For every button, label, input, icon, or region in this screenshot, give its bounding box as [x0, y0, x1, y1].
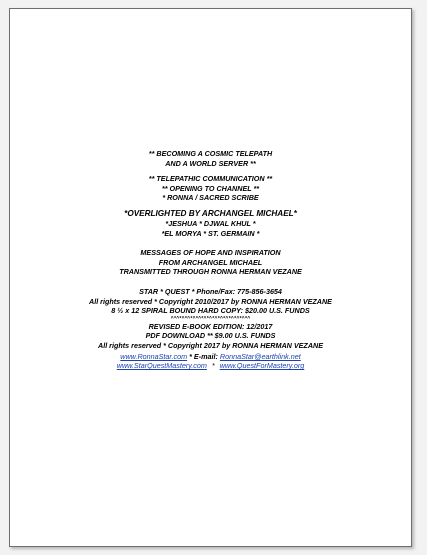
website-link-questformastery[interactable]: www.QuestForMastery.org	[219, 361, 305, 371]
page-content	[10, 149, 411, 371]
publisher-line: STAR * QUEST * Phone/Fax: 775-856-3654	[139, 286, 282, 296]
messages-line: FROM ARCHANGEL MICHAEL	[158, 257, 263, 267]
contact-block	[10, 352, 411, 371]
document-page	[9, 8, 412, 547]
overlight-line: *EL MORYA * ST. GERMAIN *	[161, 228, 260, 238]
title-line: ** BECOMING A COSMIC TELEPATH	[148, 149, 273, 158]
subtitle-line: * RONNA / SACRED SCRIBE	[162, 193, 259, 203]
publisher-block	[10, 287, 411, 322]
email-link[interactable]: RonnaStar@earthlink.net	[219, 351, 301, 361]
title-line: AND A WORLD SERVER **	[165, 158, 256, 168]
contact-line-1	[10, 352, 411, 362]
messages-line: MESSAGES OF HOPE AND INSPIRATION	[140, 248, 281, 258]
publisher-line: 8 ½ x 12 SPIRAL BOUND HARD COPY: $20.00 U.S. FUNDS	[111, 306, 310, 316]
overlight-line: *JESHUA * DJWAL KHUL *	[165, 218, 256, 228]
subtitle-block	[10, 174, 411, 203]
overlight-block	[10, 209, 411, 238]
title-block	[10, 149, 411, 168]
contact-line-2	[10, 361, 411, 371]
edition-block	[10, 322, 411, 351]
messages-block	[10, 248, 411, 277]
messages-line: TRANSMITTED THROUGH RONNA HERMAN VEZANE	[119, 267, 302, 277]
edition-line: REVISED E-BOOK EDITION: 12/2017	[148, 321, 273, 331]
subtitle-line: ** OPENING TO CHANNEL **	[161, 183, 260, 193]
email-label: * E-mail:	[189, 351, 218, 361]
subtitle-line: ** TELEPATHIC COMMUNICATION **	[148, 174, 273, 184]
edition-line: All rights reserved * Copyright 2017 by RONNA HERMAN VEZANE	[98, 340, 323, 350]
edition-line: PDF DOWNLOAD ** $9.00 U.S. FUNDS	[145, 331, 276, 341]
publisher-line: All rights reserved * Copyright 2010/2017 by RONNA HERMAN VEZANE	[89, 296, 332, 306]
website-link-ronnastar[interactable]: www.RonnaStar.com	[120, 351, 188, 361]
website-link-starquestmastery[interactable]: www.StarQuestMastery.com	[116, 361, 207, 371]
link-separator: *	[211, 361, 215, 371]
divider-line: ^*^*^*^*^*^*^*^*^*^*^*^*^*^*^	[170, 315, 251, 322]
overlight-line: *OVERLIGHTED BY ARCHANGEL MICHAEL*	[124, 208, 297, 218]
